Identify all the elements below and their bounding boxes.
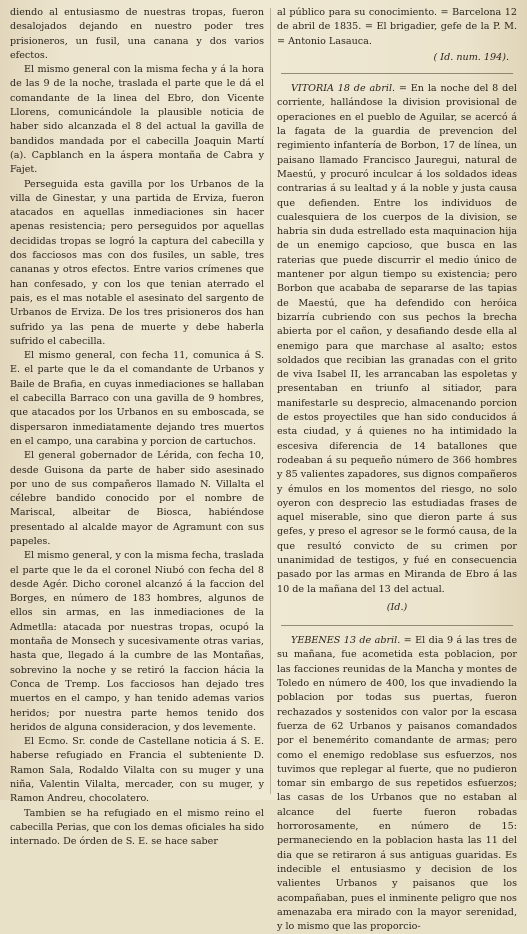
section-rule	[281, 73, 513, 74]
dateline: VITORIA 18 de abril.	[291, 83, 396, 95]
paragraph: Tambien se ha refugiado en el mismo reino el cabecilla Perias, que con los demas oficiales ha sido internado. De órden de S. E. se hace saber	[10, 807, 264, 848]
paragraph: El Ecmo. Sr. conde de Castellane noticia á S. E. haberse refugiado en Francia el subteniente D. Ramon Sala, Rodaldo Vilalta con su muger y una niña, Valentin Vilalta, mercader, con su muger, y Ramon Andreu, chocolatero.	[10, 736, 264, 805]
paragraph: El mismo general, y con la misma fecha, traslada el parte que le da el coronel Niubó con fecha del 8 desde Agér. Dicho coronel alcanzó á la faccion del Borges, en número de 183 hombres, algunos de ellos sin armas, en las inmediaciones de la Admetlla: atacada por nuestras tropas, ocupó la montaña de Monsech y sucesivamente otras varias, hasta que, llegado á la cumbre de las Montañas, sobrevino la noche y se retiró la faccion hácia la Conca de Tremp. Los facciosos han dejado tres muertos en el campo, y han tenido ademas varios heridos; por nuestra parte hemos tenido dos heridos de alguna consideracion, y dos levemente.	[10, 550, 264, 733]
paragraph: diendo al entusiasmo de nuestras tropas, fueron desalojados dejando en nuestro poder tres prisioneros, un fusil, una canana y dos varios efectos.	[10, 7, 264, 61]
left-column	[10, 6, 264, 848]
paragraph: Perseguida esta gavilla por los Urbanos de la villa de Ginestar, y una partida de Erviza, fueron atacados en aquellas inmediaciones sin hacer apenas resistencia; pero perseguidos por aquellas decididas tropas se logró la captura del cabecilla y dos facciosos mas con dos fusiles, un sable, tres cananas y otros efectos. Entre varios crímenes que han confesado, y con los que tenian aterrado el pais, es el mas notable el asesinato del sargento de Urbanos de Erviza. De los tres prisioneros dos han sufrido ya las pena de muerte y debe haberla sufrido el cabecilla.	[10, 178, 264, 347]
article-body: = El dia 9 á las tres de su mañana, fue acometida esta poblacion, por las facciones reunidas de la Mancha y montes de Toledo en número de 400, los que invadiendo la poblacion por todas sus puertas, fueron rechazados y sostenidos con valor por la escasa fuerza de 62 Urbanos y paisanos comandados por el benemérito comandante de armas; pero como el enemigo redoblase sus esfuerzos, nos tuvimos que replegar al fuerte, que no pudieron tomar sin embargo de sus repetidos esfuerzos; las casas de los Urbanos que no estaban al alcance del fuerte fueron robadas horrorosamente, en número de 15: permaneciendo en la poblacion hasta las 11 del dia que se retiraron á sus antiguas guaridas. Es indecible el entusiasmo y decision de los valientes Urbanos y paisanos que los acompañaban, pues el inminente peligro que nos amenazaba era mirado con la mayor serenidad, y lo mismo que las proporcio-	[277, 635, 517, 933]
column-divider	[270, 8, 271, 794]
right-column	[277, 6, 518, 933]
article-yebenes	[277, 634, 517, 934]
section-rule	[281, 625, 513, 626]
signature-reference: (Id.)	[386, 601, 408, 613]
paragraph: El mismo general, con fecha 11, comunica á S. E. el parte que le da el comandante de Urbanos y Baile de Brafia, en cuyas inmediaciones se hallaban el cabecilla Barraco con una gavilla de 9 hombres, que atacados por los Urbanos en su emboscada, se dispersaron inmediatamente dejando tres muertos en el campo, una carabina y porcion de cartuchos.	[10, 350, 264, 447]
article-vitoria	[277, 82, 517, 597]
paragraph: El general gobernador de Lérida, con fecha 10, desde Guisona da parte de haber sido asesinado por uno de sus compañeros llamado N. Villalta el célebre bandido conocido por el nombre de Mariscal, albeitar de Biosca, habiéndose presentado al alcalde mayor de Agramunt con sus papeles.	[10, 450, 264, 547]
paragraph: al público para su conocimiento. = Barcelona 12 de abril de 1835. = El brigadier, gefe de la P. M. = Antonio Lasauca.	[277, 7, 517, 47]
article-body: = En la noche del 8 del corriente, hallándose la division provisional de operaciones en el pueblo de Aguilar, se acercó á la fagata de la guardia de prevencion del regimiento infantería de Borbon, 17 de línea, un paisano llamado Francisco Jauregui, natural de Maestú, y procuró inculcar á los soldados ideas contrarias á su lealtad y á la noble y justa causa que defienden. Entre los individuos de cualesquiera de los cuerpos de la division, se habria sin duda estrellado esta maquinacion hija de un enemigo capcioso, que busca en las raterias que puede discurrir el medio único de mantener por algun tiempo su existencia; pero Borbon que acababa de separarse de las tapias de Maestú, que ha defendido con heróica bizarría cubriendo con sus pechos la brecha abierta por el cañon, y desafiando desde ella al enemigo para que marchase al asalto; estos soldados que recibian las granadas con el grito de viva Isabel II, les arrancaban las espoletas y presentaban en triunfo al sitiador, para manifestarle su desprecio, almacenando porcion de estos proyectiles que han sido conducidos á esta ciudad, y á quienes no ha intimidado la escesiva diferencia de 14 batallones que rodeaban á su pequeño número de 366 hombres y 85 valientes zapadores, sus dignos compañeros y émulos en los momentos del riesgo, no solo oyeron con desprecio las estudiadas frases de aquel miserable, sino que dieron parte á sus gefes, y preso el agresor se le formó causa, de la que resultó convicto de su crimen por unanimidad de testigos, y fué en consecuencia pasado por las armas en Miranda de Ebro á las 10 de la mañana del 13 del actual.	[277, 83, 518, 595]
dateline: YEBENES 13 de abril.	[291, 635, 401, 647]
paragraph: El mismo general con la misma fecha y á la hora de las 9 de la noche, traslada el parte que le dá el comandante de la linea del Ebro, don Vicente Llorens, comunicándole la plausible noticia de haber sido alcanzada el 8 del actual la gavilla de bandidos mandada por el cabecilla Joaquin Martí (a). Capblanch en la áspera montaña de Cabra y Fajet.	[10, 64, 264, 176]
signature-reference: ( Id. num. 194).	[433, 51, 509, 63]
